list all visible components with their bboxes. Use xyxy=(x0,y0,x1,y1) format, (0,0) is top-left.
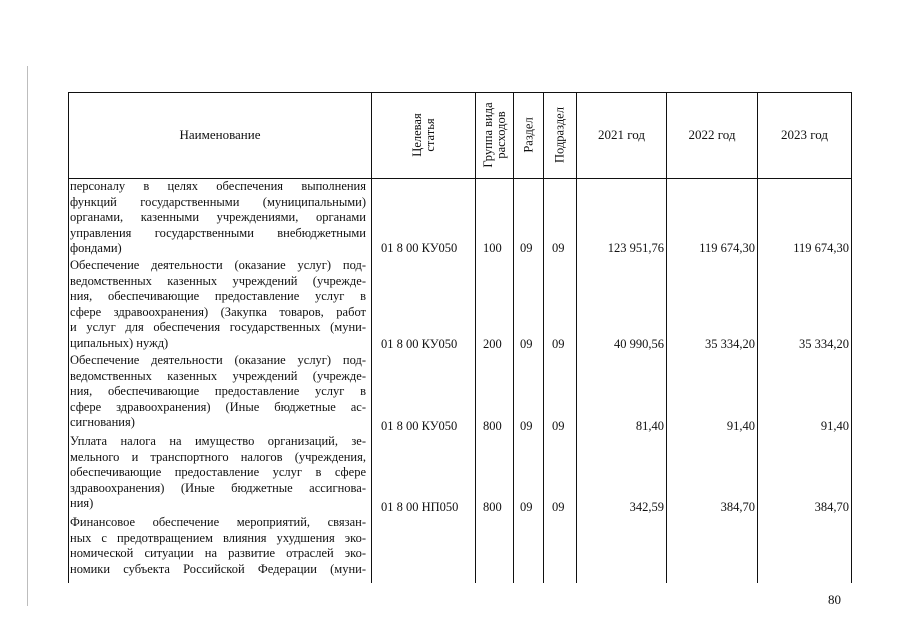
header-subsection xyxy=(544,92,576,178)
row-name-line: органами, казенными учреждениями, органами xyxy=(70,210,366,225)
row-amount-2021: 123 951,76 xyxy=(607,241,664,255)
header-year-2023: 2023 год xyxy=(781,127,828,142)
row-amount-2022: 384,70 xyxy=(720,500,755,514)
row-name-line: и услуг для обеспечения государственных (муни- xyxy=(70,320,366,335)
row-subsection: 09 xyxy=(552,241,565,255)
row-name xyxy=(70,434,366,512)
row-name xyxy=(70,515,366,577)
row-name-line: номической ситуации на развитие отраслей эко- xyxy=(70,546,366,561)
row-name-line: ведомственных казенных учреждений (учрежде- xyxy=(70,368,366,383)
page-edge-line xyxy=(27,66,28,606)
row-target-article: 01 8 00 КУ050 xyxy=(381,419,458,433)
row-name-line: мельного и транспортного налогов (учреждения, xyxy=(70,449,366,464)
row-name-line: Финансовое обеспечение мероприятий, связан- xyxy=(70,515,366,529)
row-name-line: ведомственных казенных учреждений (учрежде- xyxy=(70,273,366,288)
row-name-line: обеспечивающие предоставление услуг в сфере xyxy=(70,465,366,480)
row-name-line: ных с предотвращением влияния ухудшения эко- xyxy=(70,530,366,545)
row-name xyxy=(70,258,366,352)
header-year-2022: 2022 год xyxy=(688,127,736,142)
row-expense-group: 800 xyxy=(483,419,502,433)
row-section: 09 xyxy=(520,337,533,351)
row-name-line: персоналу в целях обеспечения выполнения xyxy=(70,179,366,193)
row-expense-group: 100 xyxy=(483,241,502,255)
row-subsection: 09 xyxy=(552,419,565,433)
row-section: 09 xyxy=(520,241,533,255)
row-name-line: Обеспечение деятельности (оказание услуг) под- xyxy=(70,353,366,367)
row-amount-2023: 119 674,30 xyxy=(793,241,849,255)
header-expense-group-label: Группа вида расходов xyxy=(480,102,508,168)
row-section: 09 xyxy=(520,500,533,514)
row-name-line: ципальных) нужд) xyxy=(70,335,169,350)
row-target-article: 01 8 00 КУ050 xyxy=(381,337,458,351)
row-amount-2021: 81,40 xyxy=(635,419,664,433)
header-subsection-label: Подраздел xyxy=(552,107,567,163)
header-target-article xyxy=(372,92,475,178)
row-name-line: Уплата налога на имущество организаций, зе- xyxy=(70,434,366,448)
row-amount-2022: 91,40 xyxy=(726,419,755,433)
row-target-article: 01 8 00 НП050 xyxy=(381,500,459,514)
header-section-label: Раздел xyxy=(521,117,535,153)
row-name-line: сфере здравоохранения) (Иные бюджетные ас- xyxy=(70,399,366,414)
row-name-line: функций государственными (муниципальными) xyxy=(70,194,366,209)
row-expense-group: 800 xyxy=(483,500,502,514)
row-name-line: здравоохранения) (Иные бюджетные ассигнова- xyxy=(70,480,366,495)
row-subsection: 09 xyxy=(552,500,565,514)
row-name xyxy=(70,179,366,257)
row-amount-2021: 40 990,56 xyxy=(614,337,664,351)
header-target-article-label: Целевая статья xyxy=(409,113,437,157)
header-year-2021: 2021 год xyxy=(598,127,645,142)
row-name-line: сфере здравоохранения) (Закупка товаров, работ xyxy=(70,304,366,319)
row-name xyxy=(70,353,366,431)
row-name-line: Обеспечение деятельности (оказание услуг) под- xyxy=(70,258,366,272)
row-amount-2023: 384,70 xyxy=(814,500,849,514)
header-expense-group xyxy=(476,92,513,178)
header-section xyxy=(514,92,543,178)
row-amount-2022: 35 334,20 xyxy=(705,337,755,351)
table-right-border xyxy=(851,92,852,583)
row-subsection: 09 xyxy=(552,337,565,351)
row-expense-group: 200 xyxy=(483,337,502,351)
row-name-line: фондами) xyxy=(70,241,122,256)
row-name-line: ния, обеспечивающие предоставление услуг в xyxy=(70,384,366,399)
row-target-article: 01 8 00 КУ050 xyxy=(381,241,458,255)
row-name-line: сигнования) xyxy=(70,415,135,430)
row-name-line: ния) xyxy=(70,496,94,511)
page-number: 80 xyxy=(828,592,841,607)
row-name-line: номики субъекта Российской Федерации (муни- xyxy=(70,561,366,576)
row-amount-2023: 35 334,20 xyxy=(799,337,849,351)
row-amount-2022: 119 674,30 xyxy=(699,241,755,255)
row-name-line: управления государственными внебюджетными xyxy=(70,225,366,240)
row-name-line: ния, обеспечивающие предоставление услуг в xyxy=(70,289,366,304)
header-name: Наименование xyxy=(179,127,261,142)
row-amount-2021: 342,59 xyxy=(629,500,664,514)
row-section: 09 xyxy=(520,419,533,433)
row-amount-2023: 91,40 xyxy=(820,419,849,433)
